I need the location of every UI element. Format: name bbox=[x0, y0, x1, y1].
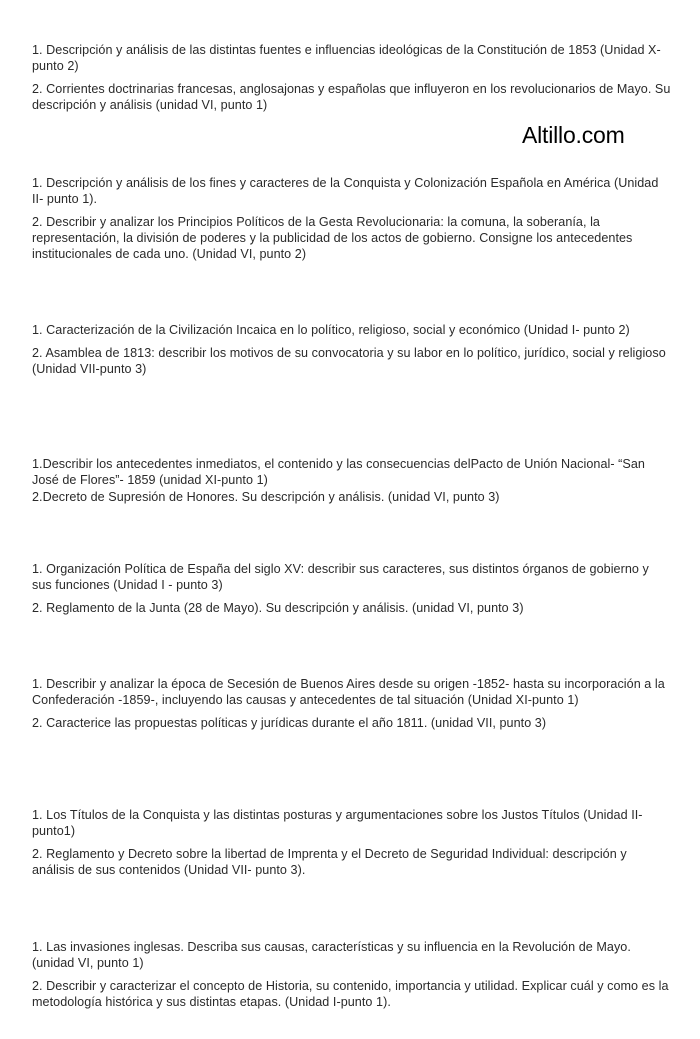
question-group-3 bbox=[32, 322, 672, 384]
question-item: 2. Corrientes doctrinarias francesas, anglosajonas y españolas que influyeron en los revolucionarios de Mayo. Su descripción y análisis (unidad VI, punto 1) bbox=[32, 82, 671, 112]
question-item: 1. Descripción y análisis de los fines y caracteres de la Conquista y Colonización Española en América (Unidad II- punto 1). bbox=[32, 176, 659, 206]
question-group-6 bbox=[32, 676, 672, 738]
question-item: 1.Describir los antecedentes inmediatos, el contenido y las consecuencias delPacto de Unión Nacional- “San José de Flores”- 1859 (unidad XI-punto 1) bbox=[32, 457, 645, 487]
question-item: 2. Describir y analizar los Principios Políticos de la Gesta Revolucionaria: la comuna, la soberanía, la representación, la división de poderes y la publicidad de los actos de gobierno. Consigne los antecedentes institucionales de cada uno. (Unidad VI, punto 2) bbox=[32, 215, 633, 261]
question-group-7 bbox=[32, 807, 672, 885]
question-group-8 bbox=[32, 939, 672, 1017]
question-item: 1. Las invasiones inglesas. Describa sus causas, características y su influencia en la Revolución de Mayo. (unidad VI, punto 1) bbox=[32, 940, 631, 970]
question-item: 2. Reglamento y Decreto sobre la libertad de Imprenta y el Decreto de Seguridad Individual: descripción y análisis de sus contenidos (Unidad VII- punto 3). bbox=[32, 847, 627, 877]
question-group-2 bbox=[32, 175, 672, 269]
question-item: 1. Descripción y análisis de las distintas fuentes e influencias ideológicas de la Constitución de 1853 (Unidad X- punto 2) bbox=[32, 43, 661, 73]
question-item: 2.Decreto de Supresión de Honores. Su descripción y análisis. (unidad VI, punto 3) bbox=[32, 490, 500, 504]
question-group-5 bbox=[32, 561, 672, 623]
question-item: 1. Los Títulos de la Conquista y las distintas posturas y argumentaciones sobre los Justos Títulos (Unidad II-punto1) bbox=[32, 808, 643, 838]
question-group-4 bbox=[32, 456, 672, 512]
question-item: 2. Asamblea de 1813: describir los motivos de su convocatoria y su labor en lo político, jurídico, social y religioso (Unidad VII-punto 3) bbox=[32, 346, 666, 376]
question-item: 1. Organización Política de España del siglo XV: describir sus caracteres, sus distintos órganos de gobierno y sus funciones (Unidad I - punto 3) bbox=[32, 562, 649, 592]
question-item: 1. Caracterización de la Civilización Incaica en lo político, religioso, social y económico (Unidad I- punto 2) bbox=[32, 323, 630, 337]
question-item: 2. Reglamento de la Junta (28 de Mayo). Su descripción y análisis. (unidad VI, punto 3) bbox=[32, 601, 524, 615]
watermark-text: Altillo.com bbox=[522, 122, 625, 148]
question-group-1 bbox=[32, 42, 672, 120]
question-item: 2. Describir y caracterizar el concepto de Historia, su contenido, importancia y utilidad. Explicar cuál y como es la metodología histórica y sus distintas etapas. (Unidad I-punto 1). bbox=[32, 979, 669, 1009]
question-item: 2. Caracterice las propuestas políticas y jurídicas durante el año 1811. (unidad VII, punto 3) bbox=[32, 716, 547, 730]
question-item: 1. Describir y analizar la época de Secesión de Buenos Aires desde su origen -1852- hasta su incorporación a la Confederación -1859-, incluyendo las causas y antecedentes de tal situación (Unidad XI-punto 1) bbox=[32, 677, 665, 707]
